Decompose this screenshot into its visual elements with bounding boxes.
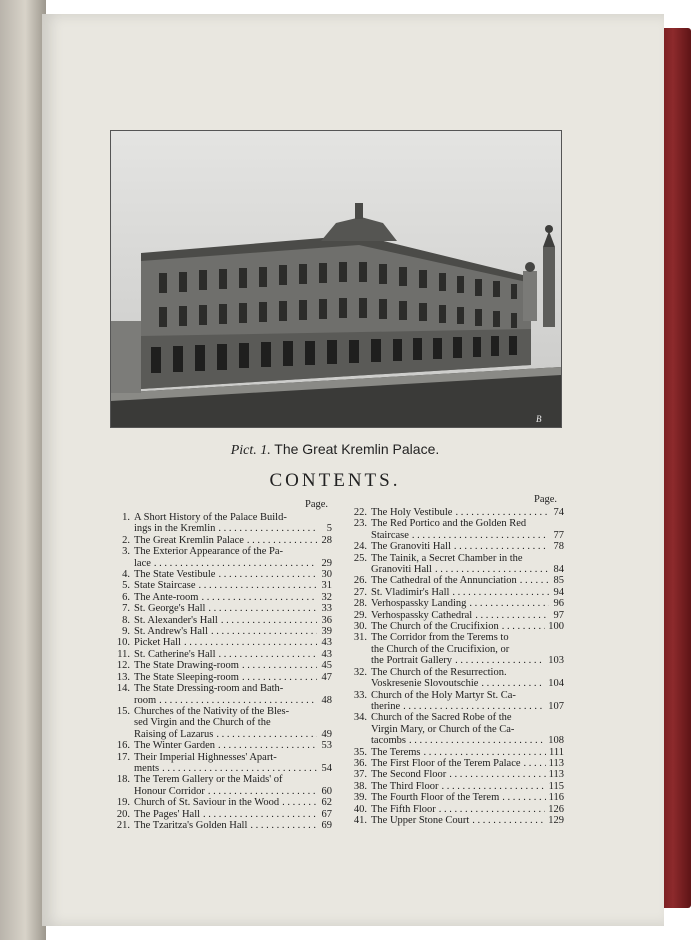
contents-entry-line — [349, 758, 564, 769]
entry-page-number: 113 — [548, 757, 564, 769]
contents-entry — [112, 740, 332, 751]
leader-dots — [412, 530, 549, 541]
contents-entry-line — [112, 706, 332, 717]
entry-title: Church of the Sacred Robe of the — [371, 712, 512, 724]
entry-title: The Corridor from the Terems to — [371, 632, 509, 644]
contents-entry — [349, 621, 564, 632]
entry-page-number: 126 — [548, 803, 564, 815]
entry-page-number: 104 — [548, 678, 564, 690]
contents-entry — [112, 512, 332, 535]
entry-title: tacombs — [371, 735, 406, 747]
entry-title: The Tainik, a Secret Chamber in the — [371, 552, 523, 564]
entry-number: 15. — [116, 705, 130, 717]
contents-heading: CONTENTS. — [269, 470, 401, 491]
entry-page-number: 103 — [548, 655, 564, 667]
leader-dots — [199, 580, 317, 591]
entry-title: therine — [371, 700, 401, 712]
contents-entry — [112, 706, 332, 740]
contents-entry-line — [112, 569, 332, 580]
entry-number: 10. — [116, 637, 130, 649]
leader-dots — [452, 587, 549, 598]
entry-number: 29. — [353, 609, 367, 621]
entry-page-number: 74 — [553, 507, 564, 518]
contents-entry — [112, 637, 332, 648]
entry-page-number: 43 — [321, 637, 332, 649]
contents-entry — [112, 592, 332, 603]
contents-entry-line — [349, 507, 564, 518]
contents-entry-line — [112, 512, 332, 523]
contents-entry-line — [112, 535, 332, 546]
entry-page-number: 62 — [321, 797, 332, 809]
contents-entry — [349, 792, 564, 803]
entry-title: St. Andrew's Hall — [134, 626, 208, 638]
entry-title: Their Imperial Highnesses' Apart- — [134, 751, 277, 763]
contents-entry — [349, 553, 564, 576]
entry-title: A Short History of the Palace Build- — [134, 512, 287, 523]
entry-title: St. Alexander's Hall — [134, 614, 218, 626]
contents-column-left — [112, 512, 332, 831]
leader-dots — [455, 507, 549, 518]
contents-entry-line — [112, 626, 332, 637]
entry-page-number: 129 — [548, 814, 564, 826]
entry-title: sed Virgin and the Church of the — [134, 717, 271, 729]
entry-page-number: 43 — [321, 648, 332, 660]
leader-dots — [184, 637, 317, 648]
contents-entry-line — [349, 781, 564, 792]
entry-title: The Great Kremlin Palace — [134, 534, 244, 546]
entry-page-number: 67 — [321, 808, 332, 820]
entry-number: 25. — [353, 552, 367, 564]
entry-number: 41. — [353, 814, 367, 826]
contents-entry — [112, 683, 332, 706]
leader-dots — [154, 558, 317, 569]
entry-title: The First Floor of the Terem Palace — [371, 757, 521, 769]
contents-entry — [112, 774, 332, 797]
page-column-label-left: Page. — [305, 499, 329, 510]
contents-entry-line — [112, 592, 332, 603]
contents-entry — [112, 615, 332, 626]
contents-entry-line — [112, 820, 332, 831]
contents-entry-line — [349, 747, 564, 758]
leader-dots — [424, 747, 547, 758]
contents-entry-line — [349, 712, 564, 723]
contents-entry — [349, 747, 564, 758]
book-spine — [0, 0, 46, 940]
contents-column-right — [349, 507, 564, 826]
contents-entry — [349, 575, 564, 586]
contents-entry-line — [112, 580, 332, 591]
leader-dots — [250, 820, 317, 831]
contents-entry-line — [349, 667, 564, 678]
entry-page-number: 31 — [321, 580, 332, 592]
entry-title: Staircase — [371, 529, 409, 541]
leader-dots — [524, 758, 546, 769]
entry-number: 17. — [116, 751, 130, 763]
contents-entry-line — [349, 701, 564, 712]
caption-title: The Great Kremlin Palace. — [274, 441, 440, 457]
contents-entry-line — [349, 553, 564, 564]
entry-number: 19. — [116, 797, 130, 809]
contents-entry-line — [349, 575, 564, 586]
leader-dots — [242, 672, 317, 683]
contents-entry — [349, 541, 564, 552]
entry-page-number: 45 — [321, 660, 332, 672]
contents-entry-line — [349, 587, 564, 598]
leader-dots — [162, 763, 317, 774]
contents-entry-line — [112, 637, 332, 648]
contents-entry-line — [349, 655, 564, 666]
entry-title: The Cathedral of the Annunciation — [371, 575, 517, 587]
entry-page-number: 53 — [321, 740, 332, 752]
entry-number: 33. — [353, 689, 367, 701]
entry-title: ments — [134, 762, 160, 774]
leader-dots — [247, 535, 317, 546]
entry-page-number: 69 — [321, 819, 332, 831]
contents-entry-line — [112, 752, 332, 763]
contents-entry — [112, 649, 332, 660]
contents-entry-line — [349, 678, 564, 689]
leader-dots — [441, 781, 545, 792]
entry-page-number: 115 — [548, 780, 564, 792]
contents-entry-line — [349, 792, 564, 803]
entry-page-number: 108 — [548, 735, 564, 747]
entry-page-number: 100 — [548, 621, 564, 633]
entry-title: ings in the Kremlin — [134, 523, 216, 535]
entry-number: 3. — [122, 546, 130, 558]
entry-title: the Portrait Gallery — [371, 655, 453, 667]
entry-number: 21. — [116, 819, 130, 831]
leader-dots — [218, 740, 317, 751]
contents-entry-line — [112, 729, 332, 740]
entry-title: Churches of the Nativity of the Bles- — [134, 705, 290, 717]
contents-entry-line — [349, 804, 564, 815]
entry-number: 36. — [353, 757, 367, 769]
entry-title: St. Vladimir's Hall — [371, 586, 450, 598]
leader-dots — [282, 797, 317, 808]
contents-entry — [112, 569, 332, 580]
leader-dots — [218, 569, 317, 580]
contents-entry-line — [112, 672, 332, 683]
contents-entry — [349, 815, 564, 826]
contents-entry-line — [349, 632, 564, 643]
entry-page-number: 107 — [548, 700, 564, 712]
contents-entry-line — [112, 774, 332, 785]
photo-monogram: B — [536, 414, 542, 424]
entry-number: 34. — [353, 712, 367, 724]
entry-page-number: 60 — [321, 785, 332, 797]
entry-number: 7. — [122, 603, 130, 615]
contents-entry-line — [349, 735, 564, 746]
entry-title: The Fifth Floor — [371, 803, 436, 815]
entry-page-number: 36 — [321, 614, 332, 626]
entry-title: St. George's Hall — [134, 603, 206, 615]
entry-page-number: 111 — [549, 746, 564, 758]
entry-number: 4. — [122, 569, 130, 581]
entry-number: 14. — [116, 683, 130, 695]
entry-number: 39. — [353, 792, 367, 804]
contents-entry — [349, 712, 564, 746]
contents-entry-line — [349, 598, 564, 609]
entry-page-number: 33 — [321, 603, 332, 615]
leader-dots — [221, 615, 317, 626]
photo-caption — [110, 441, 560, 459]
leader-dots — [201, 592, 317, 603]
leader-dots — [203, 809, 317, 820]
entry-page-number: 113 — [548, 769, 564, 781]
contents-entry-line — [349, 769, 564, 780]
contents-entry-line — [349, 564, 564, 575]
entry-number: 27. — [353, 586, 367, 598]
entry-number: 23. — [353, 518, 367, 530]
contents-entry-line — [349, 530, 564, 541]
entry-title: The Holy Vestibule — [371, 507, 453, 518]
kremlin-palace-photo — [110, 130, 562, 428]
leader-dots — [242, 660, 317, 671]
entry-page-number: 94 — [553, 586, 564, 598]
entry-number: 1. — [122, 512, 130, 523]
contents-entry-line — [349, 690, 564, 701]
contents-entry — [112, 603, 332, 614]
contents-entry-line — [112, 649, 332, 660]
contents-entry-line — [112, 660, 332, 671]
contents-entry — [112, 797, 332, 808]
leader-dots — [435, 564, 549, 575]
entry-title: The Winter Garden — [134, 740, 216, 752]
contents-entry-line — [112, 523, 332, 534]
contents-entry — [112, 809, 332, 820]
entry-title: room — [134, 694, 157, 706]
contents-entry — [112, 660, 332, 671]
entry-number: 20. — [116, 808, 130, 820]
leader-dots — [481, 678, 545, 689]
contents-entry — [112, 820, 332, 831]
page-column-label-right: Page. — [534, 494, 558, 505]
contents-entry — [112, 546, 332, 569]
contents-entry-line — [112, 809, 332, 820]
entry-title: The State Drawing-room — [134, 660, 239, 672]
contents-entry-line — [349, 644, 564, 655]
entry-title: Honour Corridor — [134, 785, 205, 797]
entry-page-number: 49 — [321, 728, 332, 740]
contents-entry-line — [112, 695, 332, 706]
entry-page-number: 78 — [553, 541, 564, 553]
leader-dots — [469, 598, 549, 609]
leader-dots — [208, 786, 317, 797]
contents-entry — [349, 667, 564, 690]
entry-number: 24. — [353, 541, 367, 553]
contents-entry-line — [349, 621, 564, 632]
contents-entry-line — [112, 558, 332, 569]
leader-dots — [219, 649, 317, 660]
contents-entry-line — [112, 797, 332, 808]
entry-title: Raising of Lazarus — [134, 728, 214, 740]
entry-number: 26. — [353, 575, 367, 587]
contents-entry-line — [112, 740, 332, 751]
leader-dots — [159, 695, 317, 706]
contents-entry-line — [112, 786, 332, 797]
entry-page-number: 39 — [321, 626, 332, 638]
caption-pict-label: Pict. 1. — [230, 443, 271, 458]
contents-entry — [349, 598, 564, 609]
contents-entry — [349, 632, 564, 666]
entry-number: 5. — [122, 580, 130, 592]
leader-dots — [439, 804, 546, 815]
entry-title: The State Sleeping-room — [134, 671, 239, 683]
contents-entry-line — [349, 724, 564, 735]
entry-number: 16. — [116, 740, 130, 752]
entry-page-number: 29 — [321, 557, 332, 569]
leader-dots — [475, 610, 549, 621]
contents-entry — [349, 518, 564, 541]
entry-title: Virgin Mary, or Church of the Ca- — [371, 723, 515, 735]
entry-number: 8. — [122, 614, 130, 626]
entry-page-number: 32 — [321, 591, 332, 603]
entry-page-number: 77 — [553, 529, 564, 541]
entry-title: State Staircase — [134, 580, 196, 592]
contents-entry-line — [112, 603, 332, 614]
entry-number: 28. — [353, 598, 367, 610]
entry-title: The State Vestibule — [134, 569, 216, 581]
leader-dots — [502, 621, 546, 632]
entry-page-number: 97 — [553, 609, 564, 621]
contents-entry-line — [349, 518, 564, 529]
contents-entry-line — [112, 683, 332, 694]
leader-dots — [520, 575, 549, 586]
entry-number: 30. — [353, 621, 367, 633]
leader-dots — [449, 769, 545, 780]
entry-title: The Tzaritza's Golden Hall — [134, 819, 248, 831]
leader-dots — [211, 626, 317, 637]
entry-page-number: 48 — [321, 694, 332, 706]
entry-title: the Church of the Crucifixion, or — [371, 643, 510, 655]
leader-dots — [208, 603, 317, 614]
contents-entry — [349, 610, 564, 621]
leader-dots — [218, 523, 317, 534]
entry-title: Verhospassky Cathedral — [371, 609, 473, 621]
contents-entry — [112, 535, 332, 546]
entry-number: 22. — [353, 507, 367, 518]
leader-dots — [454, 541, 549, 552]
entry-number: 40. — [353, 803, 367, 815]
leader-dots — [472, 815, 545, 826]
entry-title: Verhospassky Landing — [371, 598, 467, 610]
contents-entry — [112, 580, 332, 591]
entry-number: 9. — [122, 626, 130, 638]
entry-title: The Fourth Floor of the Terem — [371, 792, 500, 804]
leader-dots — [409, 735, 545, 746]
entry-title: Picket Hall — [134, 637, 181, 649]
contents-entry — [112, 672, 332, 683]
contents-entry — [349, 507, 564, 518]
contents-entry-line — [112, 546, 332, 557]
entry-title: The Exterior Appearance of the Pa- — [134, 546, 283, 558]
contents-entry — [349, 587, 564, 598]
entry-page-number: 116 — [548, 792, 564, 804]
entry-title: The Terems — [371, 746, 421, 758]
entry-title: Church of St. Saviour in the Wood — [134, 797, 280, 809]
entry-number: 2. — [122, 534, 130, 546]
entry-title: The Upper Stone Court — [371, 814, 470, 826]
entry-title: St. Catherine's Hall — [134, 648, 216, 660]
leader-dots — [216, 729, 317, 740]
contents-entry-line — [349, 815, 564, 826]
entry-title: Granoviti Hall — [371, 564, 432, 576]
entry-number: 38. — [353, 780, 367, 792]
contents-entry-line — [112, 717, 332, 728]
entry-title: The Terem Gallery or the Maids' of — [134, 774, 283, 786]
entry-title: Church of the Holy Martyr St. Ca- — [371, 689, 516, 701]
contents-entry — [349, 690, 564, 713]
entry-page-number: 96 — [553, 598, 564, 610]
entry-number: 35. — [353, 746, 367, 758]
entry-title: The State Dressing-room and Bath- — [134, 683, 284, 695]
leader-dots — [502, 792, 545, 803]
entry-page-number: 84 — [553, 564, 564, 576]
entry-number: 13. — [116, 671, 130, 683]
entry-title: The Third Floor — [371, 780, 439, 792]
contents-entry-line — [112, 615, 332, 626]
contents-entry — [112, 752, 332, 775]
leader-dots — [455, 655, 545, 666]
entry-title: The Ante-room — [134, 591, 199, 603]
entry-number: 6. — [122, 591, 130, 603]
entry-number: 31. — [353, 632, 367, 644]
contents-entry — [349, 781, 564, 792]
contents-entry — [349, 769, 564, 780]
entry-title: The Red Portico and the Golden Red — [371, 518, 527, 530]
entry-title: The Granoviti Hall — [371, 541, 451, 553]
entry-number: 12. — [116, 660, 130, 672]
entry-title: lace — [134, 557, 151, 569]
entry-title: The Church of the Crucifixion — [371, 621, 499, 633]
leader-dots — [403, 701, 545, 712]
contents-entry-line — [112, 763, 332, 774]
entry-page-number: 5 — [326, 523, 332, 535]
entry-title: The Second Floor — [371, 769, 447, 781]
entry-title: The Pages' Hall — [134, 808, 201, 820]
entry-page-number: 28 — [321, 534, 332, 546]
contents-entry — [349, 758, 564, 769]
entry-page-number: 30 — [321, 569, 332, 581]
entry-number: 37. — [353, 769, 367, 781]
contents-entry-line — [349, 541, 564, 552]
contents-entry — [112, 626, 332, 637]
entry-page-number: 85 — [553, 575, 564, 587]
entry-title: The Church of the Resurrection. — [371, 666, 507, 678]
entry-page-number: 54 — [321, 762, 332, 774]
entry-number: 18. — [116, 774, 130, 786]
entry-page-number: 47 — [321, 671, 332, 683]
entry-title: Voskresenie Slovoutschie — [371, 678, 479, 690]
contents-entry-line — [349, 610, 564, 621]
entry-number: 32. — [353, 666, 367, 678]
contents-entry — [349, 804, 564, 815]
entry-number: 11. — [117, 648, 130, 660]
